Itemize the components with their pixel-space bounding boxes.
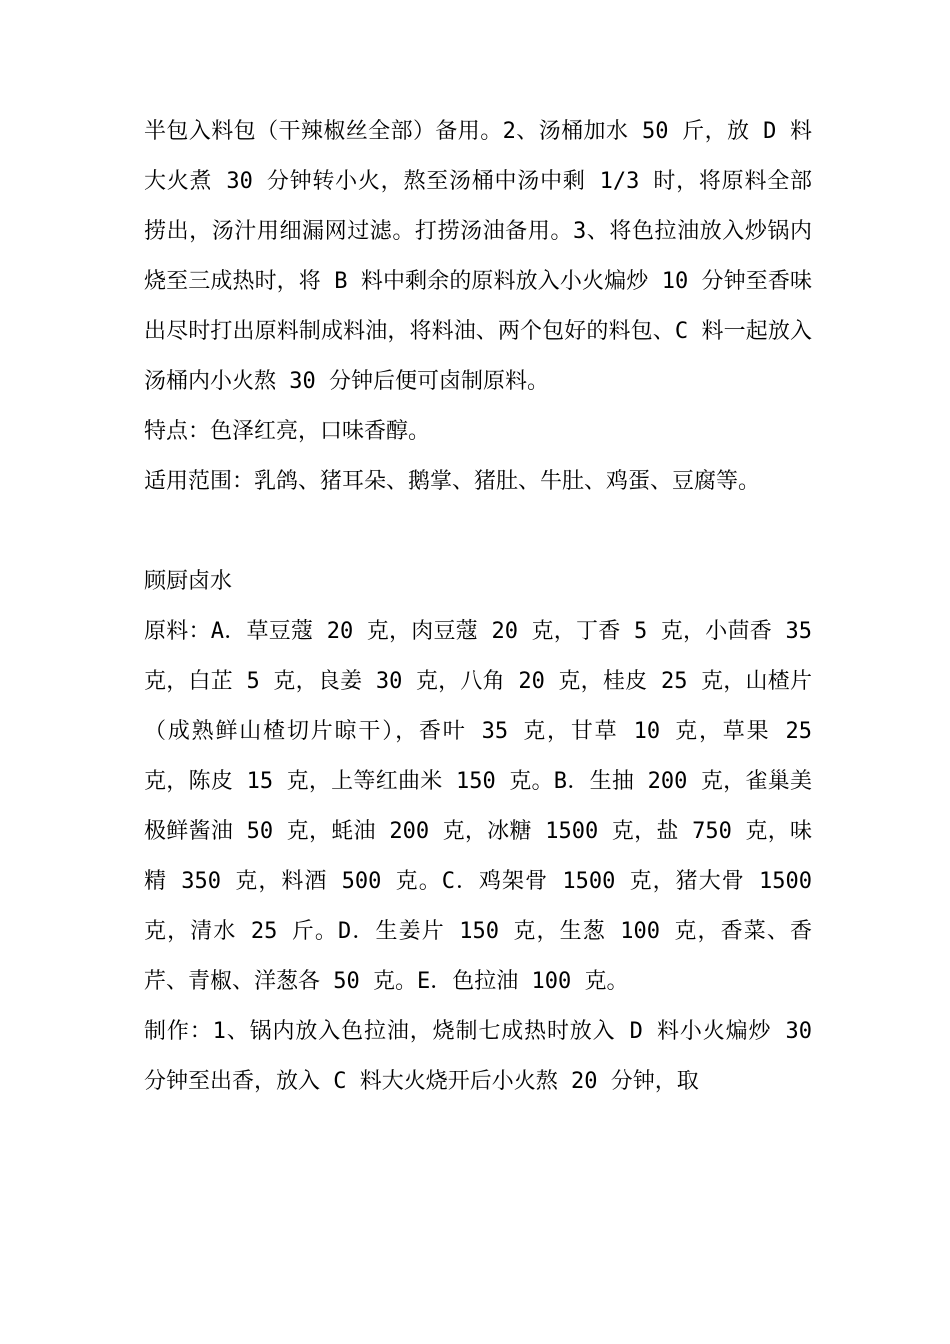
paragraph-ingredients: 原料：A．草豆蔻 20 克，肉豆蔻 20 克，丁香 5 克，小茴香 35 克，白芷 5 克，良姜 30 克，八角 20 克，桂皮 25 克，山楂片（成熟鲜山楂切片晾干），香叶 35 克，甘草 10 克，草果 25 克，陈皮 15 克，上等红曲米 150 克。B．生抽 200 克，雀巢美极鲜酱油 50 克，蚝油 200 克，冰糖 1500 克，盐 750 克，味精 350 克，料酒 500 克。C．鸡架骨 1500 克，猪大骨 1500 克，清水 25 斤。D．生姜片 150 克，生葱 100 克，香菜、香芹、青椒、洋葱各 50 克。E．色拉油 100 克。	[144, 619, 812, 994]
paragraph-features: 特点：色泽红亮，口味香醇。	[144, 419, 431, 444]
paragraph-applicable-range: 适用范围：乳鸽、猪耳朵、鹅掌、猪肚、牛肚、鸡蛋、豆腐等。	[144, 469, 761, 494]
section-title-gu-chu-brine: 顾厨卤水	[144, 569, 233, 594]
document-body	[144, 107, 812, 1107]
blank-line	[144, 507, 812, 557]
paragraph-brine-preparation-continued: 半包入料包（干辣椒丝全部）备用。2、汤桶加水 50 斤，放 D 料大火煮 30 分钟转小火，熬至汤桶中汤中剩 1/3 时，将原料全部捞出，汤汁用细漏网过滤。打捞汤油备用。3、将色拉油放入炒锅内烧至三成热时，将 B 料中剩余的原料放入小火煸炒 10 分钟至香味出尽时打出原料制成料油，将料油、两个包好的料包、C 料一起放入汤桶内小火熬 30 分钟后便可卤制原料。	[144, 119, 812, 394]
paragraph-preparation: 制作：1、锅内放入色拉油，烧制七成热时放入 D 料小火煸炒 30 分钟至出香，放入 C 料大火烧开后小火熬 20 分钟，取	[144, 1019, 812, 1094]
